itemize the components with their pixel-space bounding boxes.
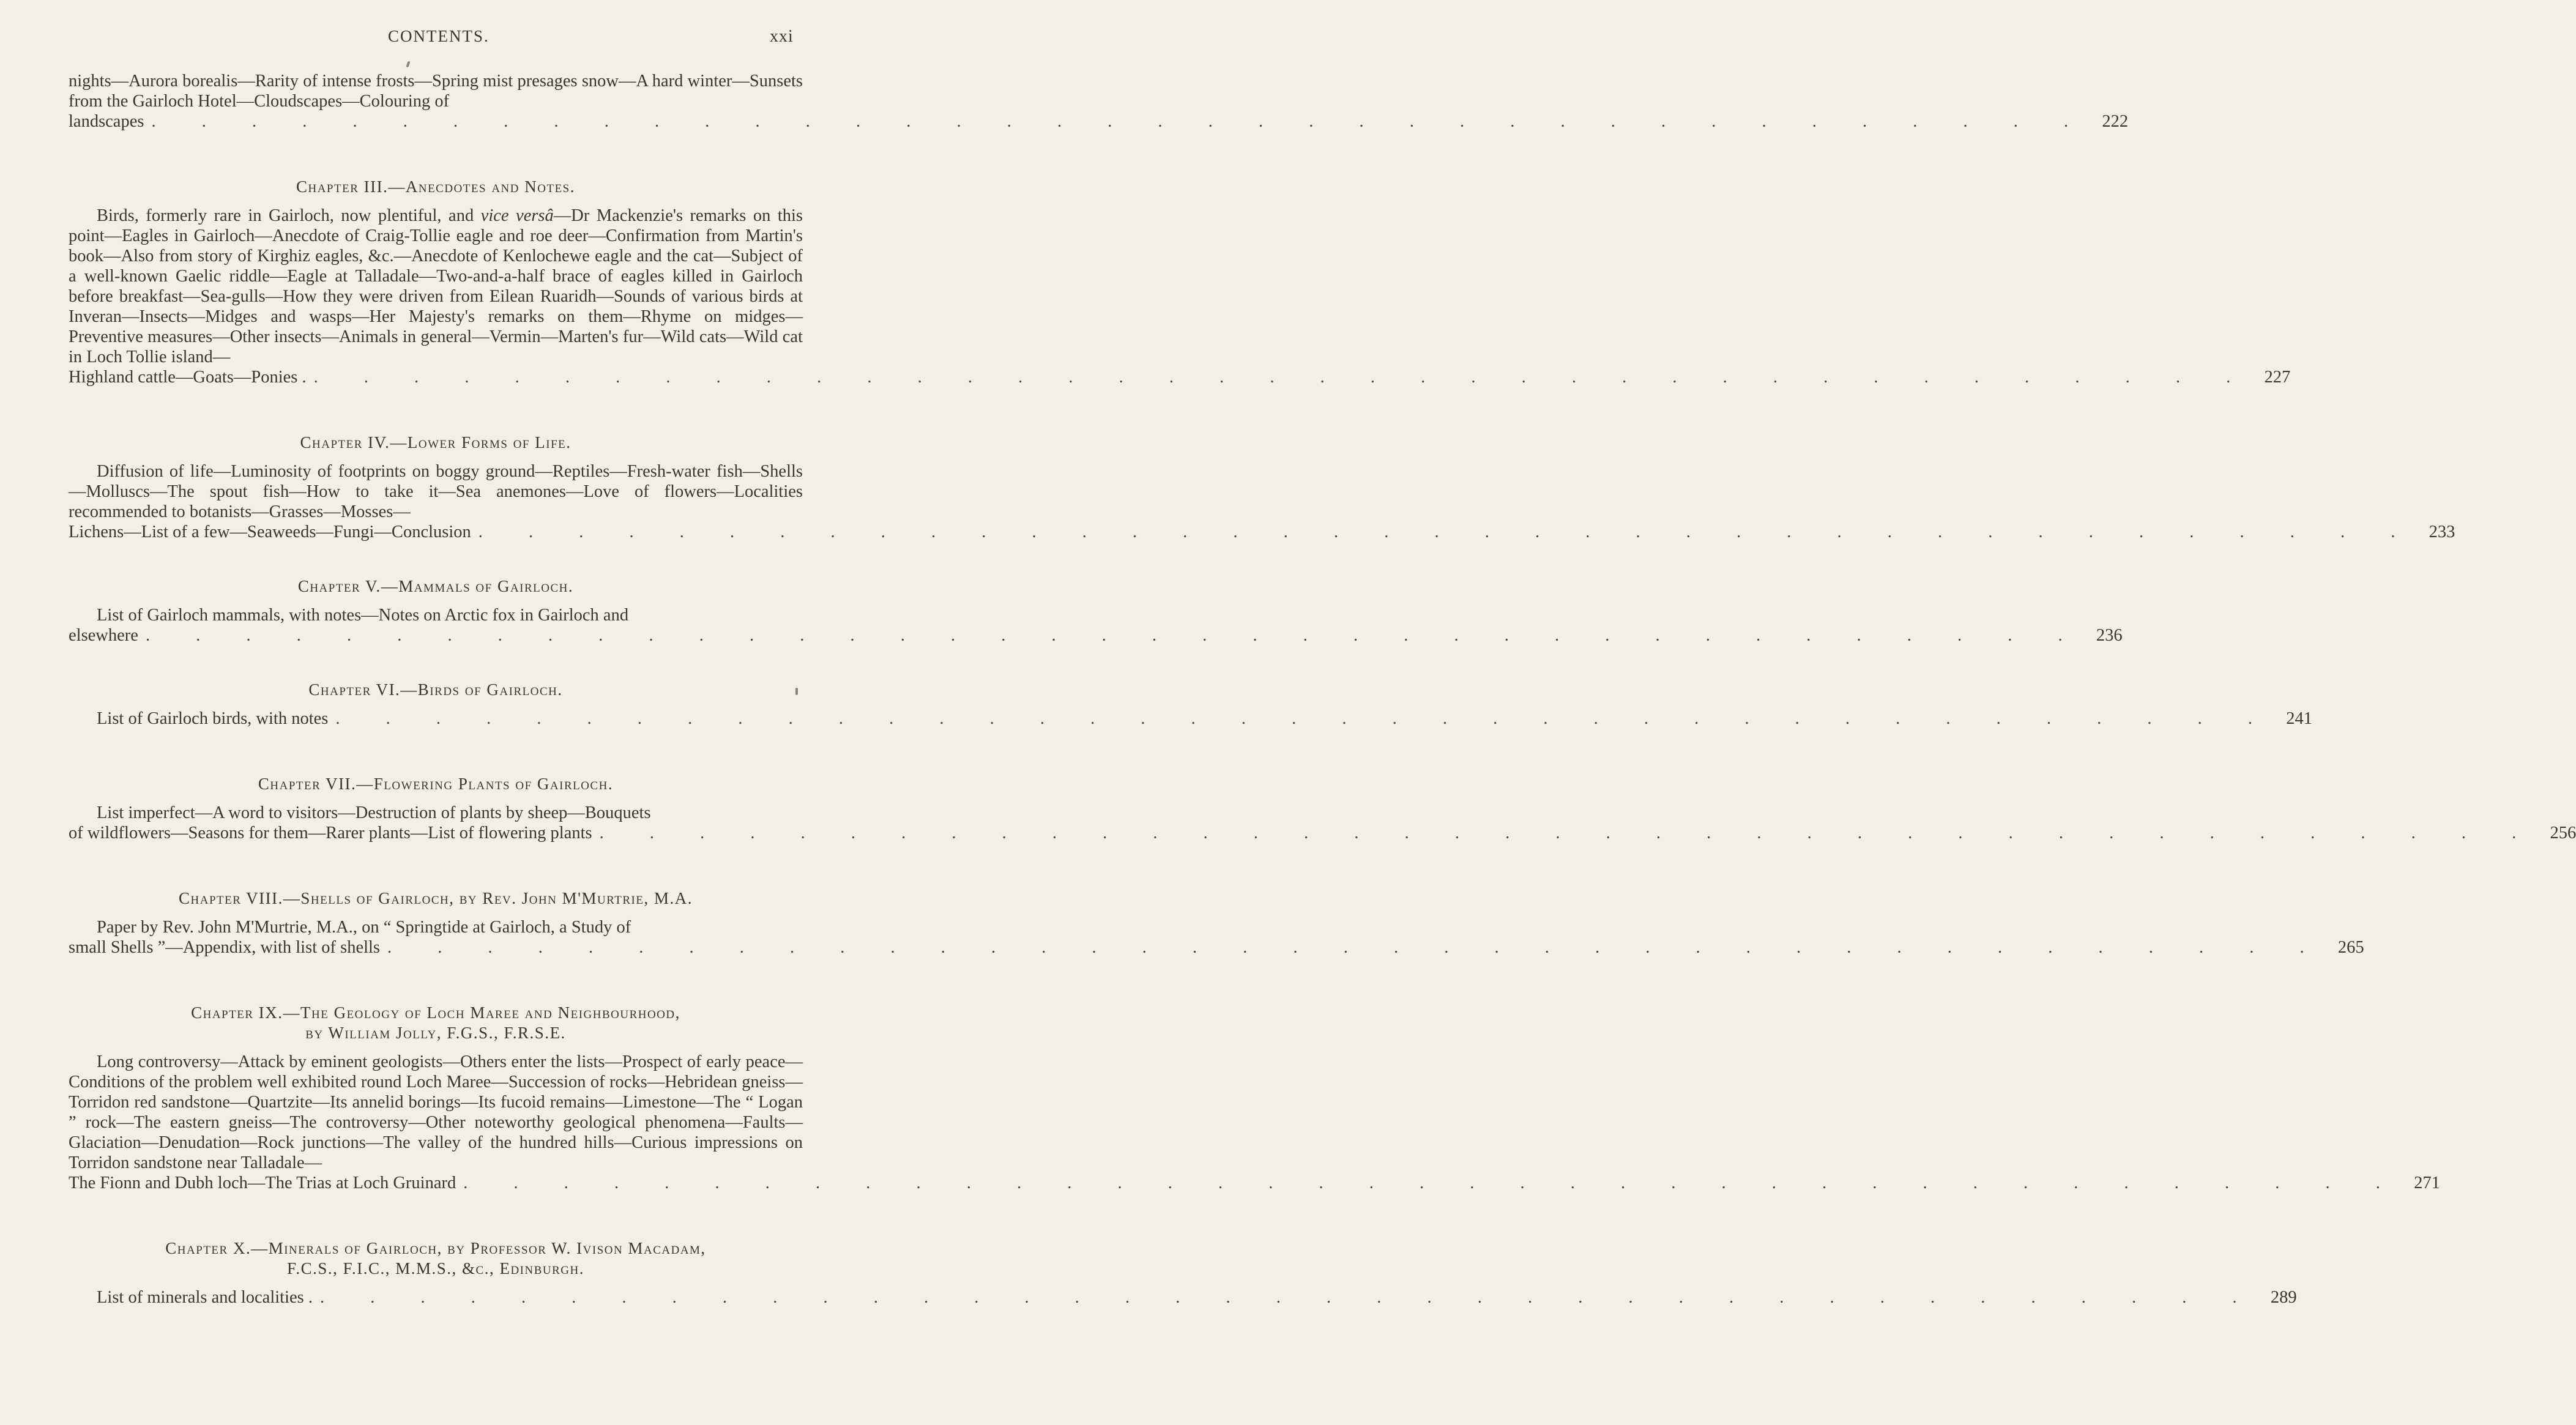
dot-leader: . . . . . . . . . . . . . . . . . . . . . . . . . . . . . . . . . . . . . . . [145,626,2083,645]
entry-last-line [69,823,2576,843]
entry-body: Paper by Rev. John M'Murtrie, M.A., on “ Springtide at Gairloch, a Study of [97,918,631,937]
entry-chapter-ii-continued [69,71,2129,132]
entry-page-number: 289 [2270,1288,2297,1307]
entry-body-italic: vice versâ [480,206,554,225]
entry-chapter-vii [69,774,2576,843]
chapter-author: F.C.S., F.I.C., M.M.S., &c., Edinburgh. [287,1259,584,1278]
entry-page-number: 236 [2096,626,2123,645]
entry-page-number: 271 [2414,1174,2440,1192]
entry-last-text: List of Gairloch birds, with notes [97,709,329,728]
entry-body: List imperfect—A word to visitors—Destruction of plants by sheep—Bouquets [97,803,651,822]
chapter-heading: Chapter III.—Anecdotes and Notes. [296,177,575,196]
entry-page-number: 222 [2102,112,2129,131]
chapter-author: by William Jolly, F.G.S., F.R.S.E. [305,1024,566,1042]
dot-leader: . . . . . . . . . . . . . . . . . . . . . . . . . . . . . . . . . . . . . . . [313,368,2252,387]
entry-chapter-viii [69,888,2364,958]
entry-chapter-iv [69,433,2455,542]
chapter-heading: Chapter V.—Mammals of Gairloch. [297,577,574,595]
dot-leader: . . . . . . . . . . . . . . . . . . . . . . . . . . . . . . . . . . . . . . . [599,824,2537,843]
entry-last-text: elsewhere [69,626,138,645]
entry-last-text: of wildflowers—Seasons for them—Rarer plants—List of flowering plants [69,824,592,843]
entry-last-line [69,1287,2297,1308]
entry-body: List of Gairloch mammals, with notes—Notes on Arctic fox in Gairloch and [97,606,629,625]
chapter-heading: Chapter IX.—The Geology of Loch Maree and Neighbourhood, [191,1003,680,1022]
dot-leader: . . . . . . . . . . . . . . . . . . . . . . . . . . . . . . . . . . . . . . . [335,709,2273,728]
entry-last-text: landscapes [69,112,144,131]
entry-last-line [69,1173,2440,1193]
dot-leader: . . . . . . . . . . . . . . . . . . . . . . . . . . . . . . . . . . . . . . . [320,1288,2258,1307]
dot-leader: . . . . . . . . . . . . . . . . . . . . . . . . . . . . . . . . . . . . . . . [387,938,2325,957]
entry-body-text: Birds, formerly rare in Gairloch, now plentiful, and [97,206,481,225]
chapter-heading: Chapter IV.—Lower Forms of Life. [300,433,571,452]
dot-leader: . . . . . . . . . . . . . . . . . . . . . . . . . . . . . . . . . . . . . . . [478,523,2416,541]
entry-chapter-v [69,576,2123,646]
entry-last-line [69,709,2312,729]
dot-leader: . . . . . . . . . . . . . . . . . . . . . . . . . . . . . . . . . . . . . . . [463,1174,2401,1192]
dot-leader: . . . . . . . . . . . . . . . . . . . . . . . . . . . . . . . . . . . . . . . [151,112,2090,131]
running-title: CONTENTS. [388,27,490,45]
running-head [0,27,893,51]
entry-chapter-x [69,1238,2297,1308]
entry-page-number: 256 [2550,824,2576,843]
entry-last-text: small Shells ”—Appendix, with list of shells [69,938,381,957]
entry-last-line [69,367,2291,387]
entry-chapter-iii [69,177,2291,387]
entry-chapter-ix [69,1003,2440,1193]
chapter-heading: Chapter VII.—Flowering Plants of Gairloch. [258,775,614,793]
entry-chapter-vi [69,680,2312,729]
chapter-heading: Chapter X.—Minerals of Gairloch, by Professor W. Ivison Macadam, [165,1239,706,1257]
page-number: xxi [770,27,794,46]
ink-speck [406,61,410,68]
entry-page-number: 227 [2264,368,2291,387]
contents-list [69,71,2576,1308]
entry-last-text: Highland cattle—Goats—Ponies . [69,368,307,387]
entry-body [69,206,803,367]
entry-body: nights—Aurora borealis—Rarity of intense frosts—Spring mist presages snow—A hard winter—Sunsets from the Gairloch Hotel—Cloudscapes—Colouring of [69,72,803,111]
entry-last-line [69,625,2123,646]
entry-body-text: —Dr Mackenzie's remarks on this point—Eagles in Gairloch—Anecdote of Craig-Tollie eagle and roe deer—Confirmation from Martin's book—Also from story of Kirghiz eagles, &c.—Anecdote of Kenlochewe eagle and the cat—Subject of a well-known Gaelic riddle—Eagle at Talladale—Two-and-a-half brace of eagles killed in Gairloch before breakfast—Sea-gulls—How they were driven from Eilean Ruaridh—Sounds of various birds at Inveran—Insects—Midges and wasps—Her Majesty's remarks on them—Rhyme on midges—Preventive measures—Other insects—Animals in general—Vermin—Marten's fur—Wild cats—Wild cat in Loch Tollie island— [69,206,803,366]
entry-body: Long controversy—Attack by eminent geologists—Others enter the lists—Prospect of early peace—Conditions of the problem well exhibited round Loch Maree—Succession of rocks—Hebridean gneiss—Torridon red sandstone—Quartzite—Its annelid borings—Its fucoid remains—Limestone—The “ Logan ” rock—The eastern gneiss—The controversy—Other noteworthy geological phenomena—Faults—Glaciation—Denudation—Rock junctions—The valley of the hundred hills—Curious impressions on Torridon sandstone near Talladale— [69,1052,803,1172]
chapter-heading: Chapter VIII.—Shells of Gairloch, by Rev. John M'Murtrie, M.A. [179,889,693,907]
entry-last-text: List of minerals and localities . [97,1288,313,1307]
entry-body: Diffusion of life—Luminosity of footprints on boggy ground—Reptiles—Fresh-water fish—Shells—Molluscs—The spout fish—How to take it—Sea anemones—Love of flowers—Localities recommended to botanists—Grasses—Mosses— [69,462,803,521]
entry-last-line [69,522,2455,542]
entry-page-number: 265 [2337,938,2364,957]
entry-last-line [69,111,2129,132]
entry-page-number: 233 [2429,523,2455,541]
chapter-heading: Chapter VI.—Birds of Gairloch. [308,680,563,699]
entry-last-line [69,937,2364,958]
entry-last-text: The Fionn and Dubh loch—The Trias at Loch Gruinard [69,1174,456,1192]
entry-last-text: Lichens—List of a few—Seaweeds—Fungi—Conclusion [69,523,471,541]
entry-page-number: 241 [2286,709,2312,728]
